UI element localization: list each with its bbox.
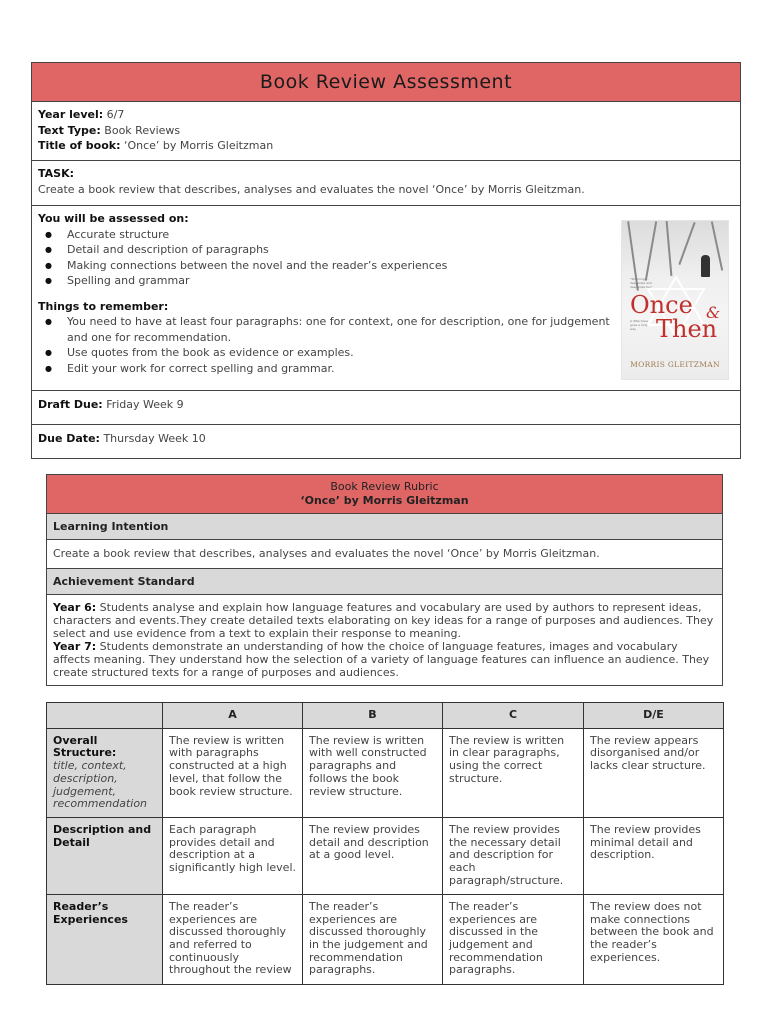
year6-standard <box>53 601 716 640</box>
assessed-on-label: You will be assessed on: <box>38 212 189 225</box>
criterion-overall-structure <box>47 728 163 817</box>
list-item: ● You need to have at least four paragraphs: one for context, one for description, one for judgement and one for recommendation. <box>38 314 734 345</box>
due-date-label: Due Date: <box>38 432 100 445</box>
criterion-readers-experiences <box>47 894 163 984</box>
rubric-box <box>46 474 723 686</box>
due-date-value: Thursday Week 10 <box>103 432 206 445</box>
assessment-info-section <box>32 102 740 161</box>
list-item: ● Making connections between the novel and the reader’s experiences <box>38 258 734 274</box>
text-type-label: Text Type: <box>38 123 101 137</box>
assessment-title: Book Review Assessment <box>32 63 740 102</box>
year-level-value: 6/7 <box>106 108 125 121</box>
table-cell: Each paragraph provides detail and description at a significantly high level. <box>163 817 303 894</box>
task-text: Create a book review that describes, analyses and evaluates the novel ‘Once’ by Morris Gleitzman. <box>38 182 585 196</box>
year7-standard <box>53 640 716 679</box>
grades-table <box>46 702 724 985</box>
list-item: ● Edit your work for correct spelling and grammar. <box>38 361 734 377</box>
book-title-value: ‘Once’ by Morris Gleitzman <box>123 139 274 152</box>
cover-title-then: Then <box>656 315 718 343</box>
criterion-label: Overall Structure: <box>53 733 117 760</box>
column-header-a: A <box>163 703 303 729</box>
table-cell: The review appears disorganised and/or lacks clear structure. <box>584 728 724 817</box>
text-type-line <box>38 123 734 139</box>
person-silhouette <box>701 255 710 277</box>
assessment-box <box>31 62 741 459</box>
cover-ampersand: & <box>706 303 721 322</box>
achievement-standard-heading: Achievement Standard <box>47 569 722 595</box>
cover-author: MORRIS GLEITZMAN <box>630 360 720 369</box>
draft-due-value: Friday Week 9 <box>106 398 184 411</box>
table-row <box>47 728 724 817</box>
things-to-remember-label: Things to remember: <box>38 299 169 313</box>
table-cell: The review is written with paragraphs constructed at a high level, that follow the book review structure. <box>163 728 303 817</box>
table-cell: The review provides detail and description at a good level. <box>303 817 443 894</box>
task-label: TASK: <box>38 167 75 180</box>
year6-text: Students analyse and explain how language features and vocabulary are used by authors to represent ideas, characters and events.They create detailed texts elaborating on key ideas for a range of purposes and audiences. They select and use evidence from a text to explain their response to meaning. <box>53 601 714 640</box>
year6-label: Year 6: <box>53 601 97 614</box>
book-title-label: Title of book: <box>38 139 121 152</box>
table-row <box>47 817 724 894</box>
table-cell: The review is written with well constructed paragraphs and follows the book review structure. <box>303 728 443 817</box>
table-cell: The reader’s experiences are discussed in the judgement and recommendation paragraphs. <box>443 894 584 984</box>
column-header-c: C <box>443 703 584 729</box>
table-cell: The review does not make connections between the book and the reader’s experiences. <box>584 894 724 984</box>
due-date-section <box>32 425 740 458</box>
criterion-note: title, context, description, judgement, recommendation <box>53 759 148 811</box>
table-cell: The review provides the necessary detail and description for each paragraph/structure. <box>443 817 584 894</box>
rubric-header <box>47 475 722 514</box>
table-header-row <box>47 703 724 729</box>
year7-text: Students demonstrate an understanding of how the choice of language features, images and vocabulary affects meaning. They understand how the selection of a variety of language features can influence an audience. They create structured texts for a range of purposes and audiences. <box>53 640 710 679</box>
learning-intention-heading: Learning Intention <box>47 514 722 540</box>
list-item: ● Detail and description of paragraphs <box>38 242 734 258</box>
criterion-label: Reader’s Experiences <box>53 899 128 926</box>
learning-intention-text: Create a book review that describes, analyses and evaluates the novel ‘Once’ by Morris Gleitzman. <box>47 540 722 569</box>
year7-label: Year 7: <box>53 640 97 653</box>
book-cover-image: "Stunning ... desperate and desperate fun" A little hope goes a long way Once & Then MORRIS GLEITZMAN <box>621 220 729 380</box>
column-header-de: D/E <box>584 703 724 729</box>
rubric-title: Book Review Rubric <box>330 480 439 493</box>
column-header-criterion <box>47 703 163 729</box>
column-header-b: B <box>303 703 443 729</box>
task-section <box>32 161 740 206</box>
draft-due-section <box>32 391 740 425</box>
list-item: ● Accurate structure <box>38 227 734 243</box>
list-item: ● Spelling and grammar <box>38 273 734 289</box>
table-row <box>47 894 724 984</box>
draft-due-label: Draft Due: <box>38 398 103 411</box>
cover-title-once: Once <box>630 291 693 319</box>
assessment-criteria-section <box>32 206 740 391</box>
table-cell: The review provides minimal detail and description. <box>584 817 724 894</box>
list-item: ● Use quotes from the book as evidence or examples. <box>38 345 734 361</box>
year-level-line <box>38 107 734 123</box>
criterion-description-detail <box>47 817 163 894</box>
year-level-label: Year level: <box>38 108 104 121</box>
text-type-value: Book Reviews <box>104 123 181 137</box>
criterion-label: Description and Detail <box>53 822 152 849</box>
book-title-line <box>38 138 734 154</box>
table-cell: The review is written in clear paragraphs, using the correct structure. <box>443 728 584 817</box>
table-cell: The reader’s experiences are discussed thoroughly and referred to continuously throughout the review <box>163 894 303 984</box>
achievement-standard-text <box>47 595 722 685</box>
table-cell: The reader’s experiences are discussed thoroughly in the judgement and recommendation paragraphs. <box>303 894 443 984</box>
rubric-subtitle: ‘Once’ by Morris Gleitzman <box>300 494 469 507</box>
